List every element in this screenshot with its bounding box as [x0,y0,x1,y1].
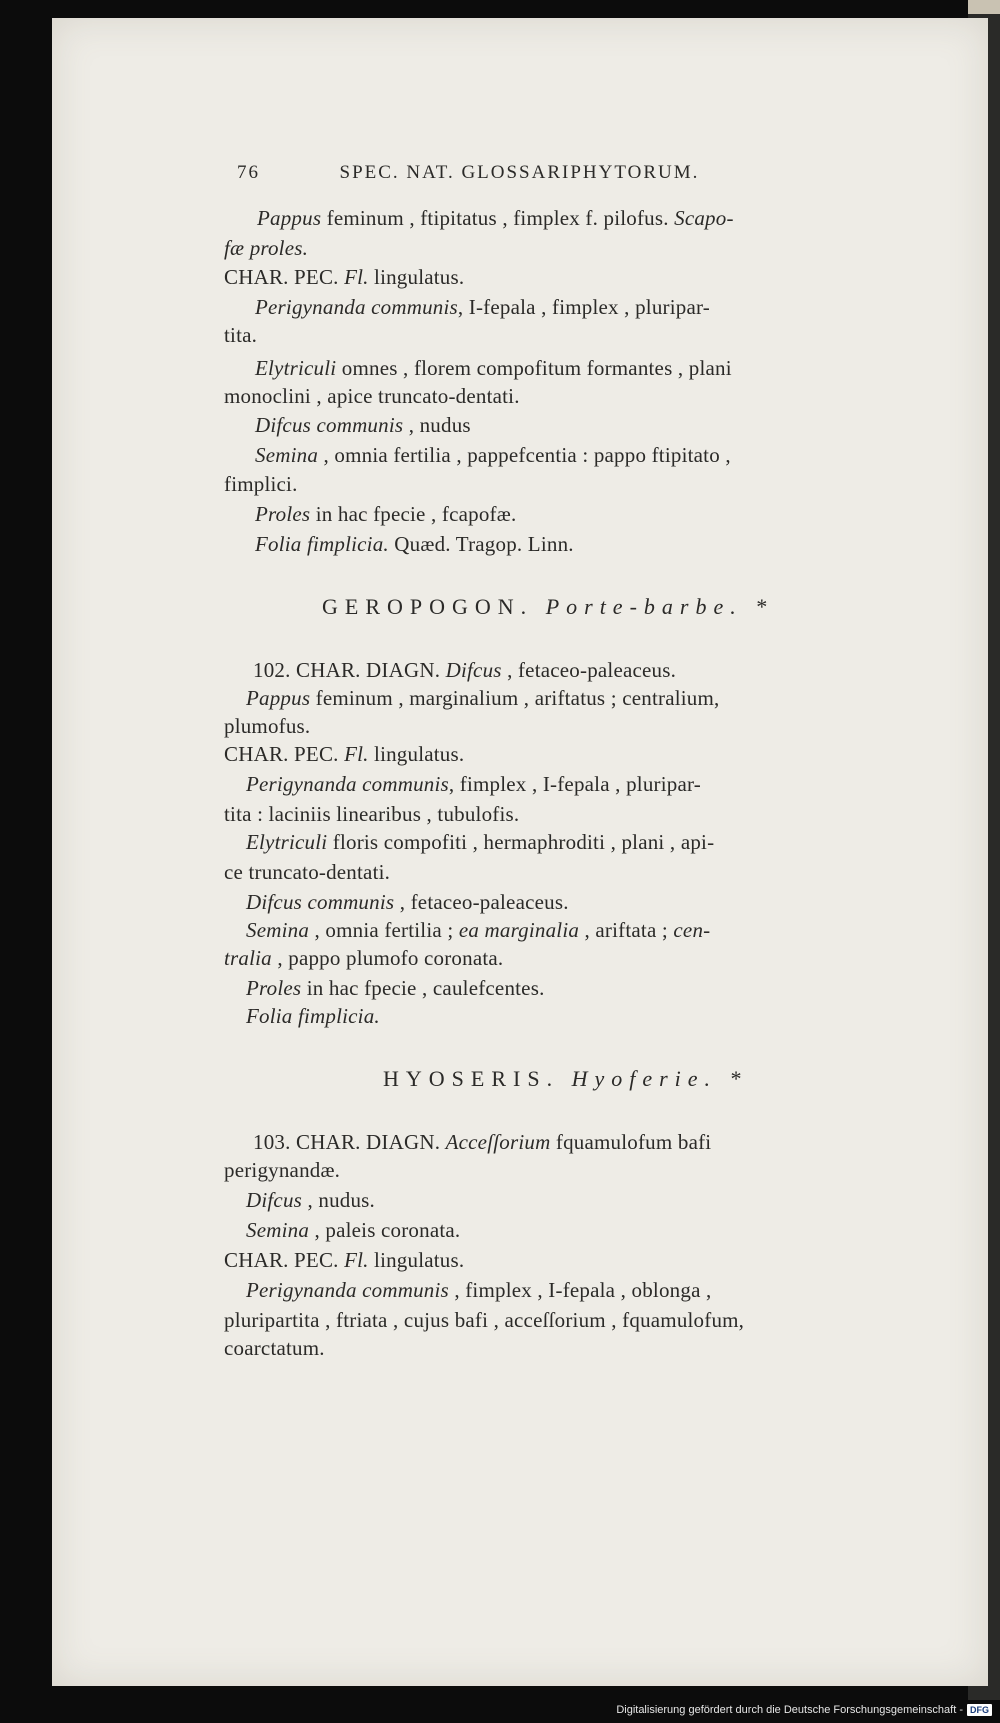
text-run: CHAR. PEC. [224,265,345,289]
text-run: CHAR. PEC. [224,1248,345,1272]
text-line [246,686,719,711]
text-line [246,830,714,855]
italic-term: Proles [246,976,302,1000]
text-run: , omnia fertilia , pappefcentia : pappo ftipitato , [318,443,731,467]
text-line [255,443,731,468]
italic-term: Perigynanda communis [255,295,458,319]
text-run: , fetaceo-paleaceus. [394,890,569,914]
italic-term: Semina [246,1218,310,1242]
text-run: monoclini , apice truncato-dentati. [224,384,520,408]
running-title: SPEC. NAT. GLOSSARIPHYTORUM. [339,162,700,183]
genus-heading [383,1066,748,1092]
text-line [224,323,257,348]
text-run: , pappo plumofo coronata. [271,946,504,970]
text-line [246,1278,712,1303]
text-line [246,1218,460,1243]
italic-term: Difcus [445,658,502,682]
italic-term: Perigynanda communis [246,1278,449,1302]
text-line [224,946,503,971]
text-run: lingulatus. [368,265,465,289]
dfg-logo: DFG [967,1704,992,1716]
text-run: feminum , ftipitatus , fimplex f. pilofus. [321,206,675,230]
text-run: HYOSERIS. [383,1066,572,1091]
text-run: lingulatus. [368,742,465,766]
text-run: , fetaceo-paleaceus. [501,658,677,682]
italic-term: Semina [255,443,319,467]
italic-term: Pappus [246,686,311,710]
italic-term: Difcus communis [246,890,395,914]
italic-term: Porte-barbe. * [545,594,774,619]
text-line [255,413,471,438]
footer-text: Digitalisierung gefördert durch die Deutsche Forschungsgemeinschaft - [616,1704,963,1716]
text-run: coarctatum. [224,1336,325,1360]
text-line [224,1158,340,1183]
text-run: Quæd. Tragop. Linn. [388,532,574,556]
italic-term: Difcus communis [255,413,404,437]
italic-term: Hyoferie. * [571,1066,748,1091]
text-run: omnes , florem compofitum formantes , plani [336,356,732,380]
text-run: , omnia fertilia ; [309,918,459,942]
book-corner [968,0,1000,14]
text-run: lingulatus. [368,1248,465,1272]
text-line [224,384,520,409]
page-number: 76 [237,162,260,183]
text-run: in hac fpecie , caulefcentes. [301,976,545,1000]
text-run: , fimplex , I-fepala , oblonga , [448,1278,712,1302]
text-run: feminum , marginalium , ariftatus ; centralium, [310,686,720,710]
italic-term: fæ proles. [224,236,309,260]
text-line [224,1308,744,1333]
text-line [255,502,516,527]
text-run: CHAR. PEC. [224,742,345,766]
text-run: tita. [224,323,258,347]
italic-term: Acceſſorium [445,1130,551,1154]
text-run: perigynandæ. [224,1158,341,1182]
text-line [246,1004,380,1029]
genus-heading [322,594,773,620]
text-line [224,472,298,497]
text-line [246,890,569,915]
text-line [224,802,519,827]
italic-term: Fl. [344,1248,369,1272]
italic-term: Proles [255,502,311,526]
italic-term: Fl. [344,265,369,289]
text-line [255,532,574,557]
text-run: GEROPOGON. [322,594,546,619]
italic-term: Difcus [246,1188,303,1212]
text-run: floris compofiti , hermaphroditi , plani , api- [327,830,715,854]
text-line [253,658,676,683]
page-text [52,18,988,1686]
text-line [224,236,308,261]
text-line [246,772,701,797]
text-line [224,1336,325,1361]
italic-term: Elytriculi [246,830,328,854]
text-line [224,265,464,290]
italic-term: cen- [673,918,711,942]
text-run: , ariftata ; [579,918,674,942]
running-header [237,162,699,184]
italic-term: ea marginalia [458,918,580,942]
text-run: 102. CHAR. DIAGN. [253,658,446,682]
text-run: in hac fpecie , fcapofæ. [310,502,517,526]
italic-term: Semina [246,918,310,942]
text-run: , I-fepala , fimplex , pluripar- [457,295,710,319]
text-run: , nudus. [302,1188,376,1212]
text-line [255,356,732,381]
italic-term: Folia fimplicia. [246,1004,380,1028]
text-line [257,206,734,231]
italic-term: Folia fimplicia. [255,532,389,556]
text-line [246,918,710,943]
text-run: fimplici. [224,472,298,496]
text-run: pluripartita , ftriata , cujus bafi , acceſſorium , fquamulofum, [224,1308,745,1332]
text-line [246,1188,375,1213]
text-line [224,714,310,739]
italic-term: Perigynanda communis [246,772,449,796]
text-run: , paleis coronata. [309,1218,461,1242]
italic-term: Fl. [344,742,369,766]
text-run: 103. CHAR. DIAGN. [253,1130,446,1154]
text-line [224,742,464,767]
text-line [255,295,710,320]
text-run: plumofus. [224,714,311,738]
italic-term: Elytriculi [255,356,337,380]
text-line [224,860,390,885]
italic-term: Scapo- [674,206,734,230]
text-run: ce truncato-dentati. [224,860,391,884]
italic-term: tralia [224,946,272,970]
text-line [224,1248,464,1273]
text-run: , nudus [403,413,471,437]
text-run: tita : laciniis linearibus , tubulofis. [224,802,520,826]
book-page [52,18,988,1686]
text-run: , fimplex , I-fepala , pluripar- [448,772,701,796]
text-line [246,976,545,1001]
text-line [253,1130,711,1155]
digitization-footer [616,1701,992,1719]
text-run: fquamulofum bafi [550,1130,712,1154]
italic-term: Pappus [257,206,322,230]
